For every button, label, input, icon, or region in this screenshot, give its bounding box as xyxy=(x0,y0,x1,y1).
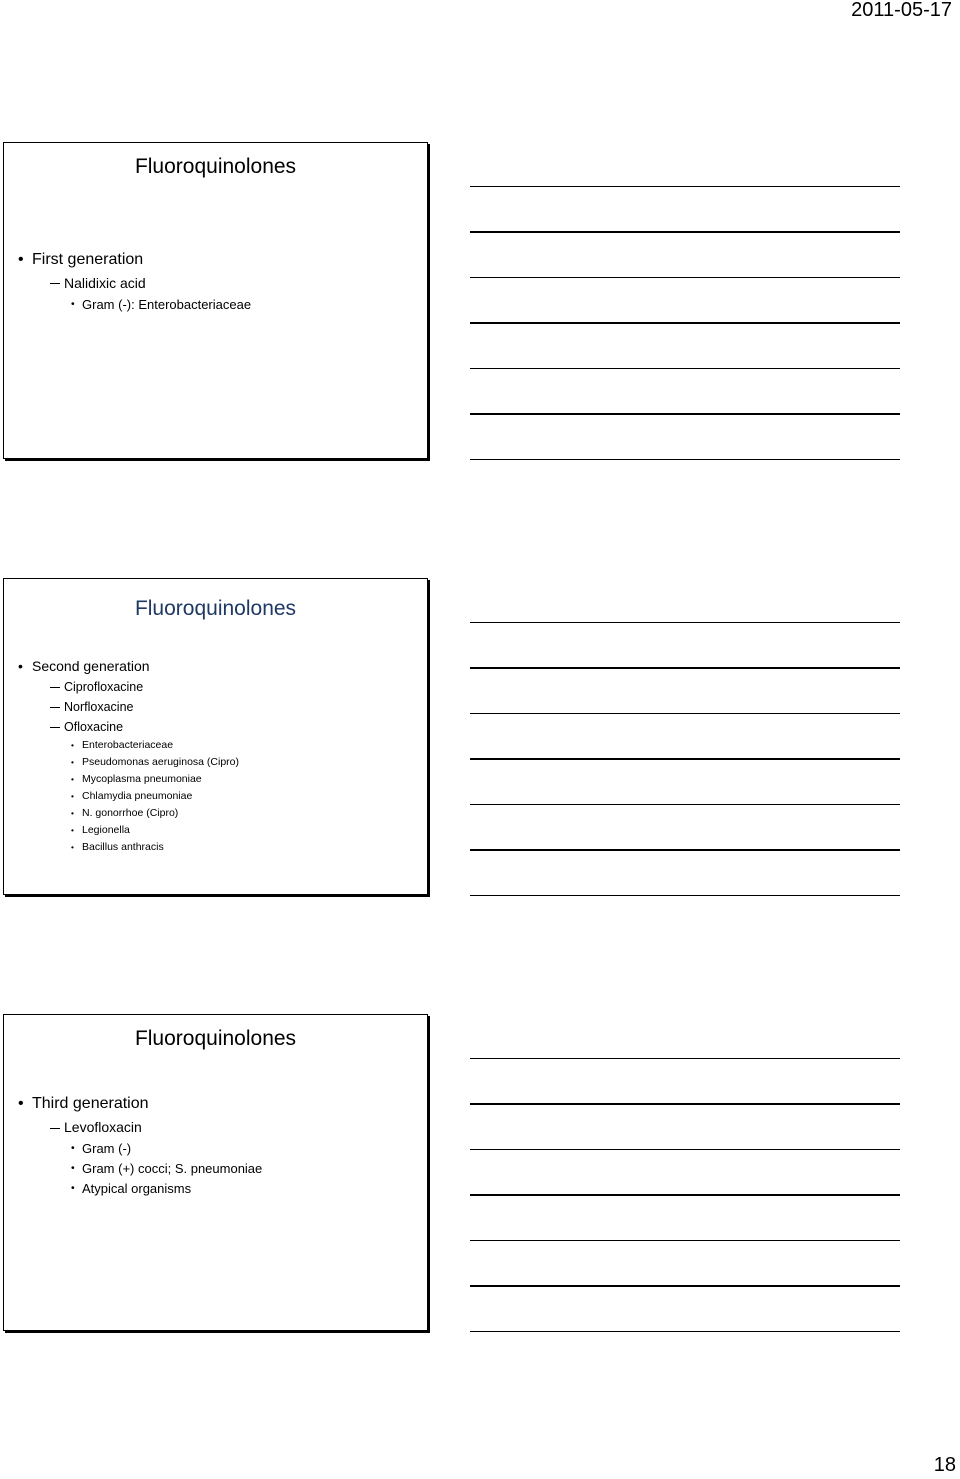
note-line xyxy=(470,1331,900,1332)
bullet-item: • Mycoplasma pneumoniae xyxy=(32,771,419,788)
note-line xyxy=(470,1103,900,1104)
note-line xyxy=(470,231,900,232)
note-line xyxy=(470,713,900,714)
note-line xyxy=(470,667,900,668)
slide-body xyxy=(32,1091,419,1199)
slide-title: Fluoroquinolones xyxy=(134,597,297,620)
slide-1 xyxy=(3,142,428,459)
note-line xyxy=(470,368,900,369)
note-line xyxy=(470,1285,900,1286)
bullet-item: • Enterobacteriaceae xyxy=(32,737,419,754)
notes-lines xyxy=(470,186,900,460)
bullet-item: Ciprofloxacine xyxy=(32,677,419,697)
note-line xyxy=(470,758,900,759)
note-line xyxy=(470,413,900,414)
bullet-item: • Atypical organisms xyxy=(32,1179,419,1199)
bullet-item: Levofloxacin xyxy=(32,1116,419,1139)
bullet-item: • Second generation xyxy=(32,655,419,677)
note-line xyxy=(470,1058,900,1059)
notes-lines xyxy=(470,622,900,896)
slide-body xyxy=(32,655,419,856)
bullet-item: • Legionella xyxy=(32,822,419,839)
bullet-item: • Gram (+) cocci; S. pneumoniae xyxy=(32,1159,419,1179)
bullet-item: • Gram (-) xyxy=(32,1139,419,1159)
note-line xyxy=(470,1149,900,1150)
note-line xyxy=(470,1194,900,1195)
bullet-item: • Pseudomonas aeruginosa (Cipro) xyxy=(32,754,419,771)
bullet-item: • N. gonorrhoe (Cipro) xyxy=(32,805,419,822)
bullet-item: Ofloxacine xyxy=(32,717,419,737)
notes-lines xyxy=(470,1058,900,1332)
slide-body xyxy=(32,247,419,316)
bullet-item: • Third generation xyxy=(32,1091,419,1116)
note-line xyxy=(470,622,900,623)
note-line xyxy=(470,804,900,805)
note-line xyxy=(470,895,900,896)
note-line xyxy=(470,322,900,323)
bullet-item: • Gram (-): Enterobacteriaceae xyxy=(32,294,419,316)
bullet-item: Norfloxacine xyxy=(32,697,419,717)
bullet-item: • Bacillus anthracis xyxy=(32,839,419,856)
bullet-item: • Chlamydia pneumoniae xyxy=(32,788,419,805)
slide-3 xyxy=(3,1014,428,1331)
note-line xyxy=(470,1240,900,1241)
note-line xyxy=(470,277,900,278)
header-date: 2011-05-17 xyxy=(851,0,952,21)
bullet-item: Nalidixic acid xyxy=(32,272,419,294)
note-line xyxy=(470,186,900,187)
slide-2 xyxy=(3,578,428,895)
bullet-item: • First generation xyxy=(32,247,419,272)
note-line xyxy=(470,459,900,460)
slide-title: Fluoroquinolones xyxy=(134,155,297,178)
note-line xyxy=(470,849,900,850)
page-number: 18 xyxy=(933,1454,956,1476)
slide-title: Fluoroquinolones xyxy=(134,1027,297,1050)
